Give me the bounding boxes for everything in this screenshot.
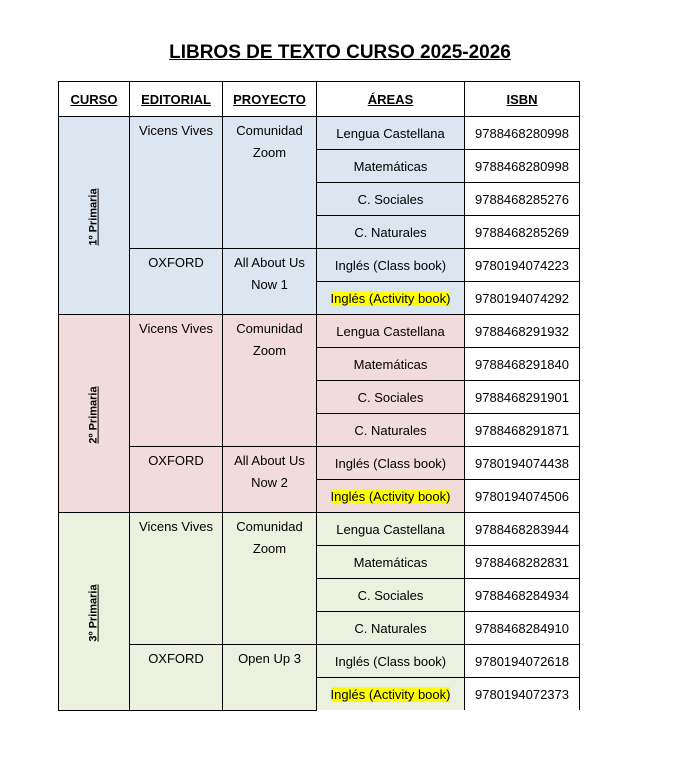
project-cell [223,117,317,249]
area-cell: Matemáticas [317,150,465,183]
isbn-cell: 9780194074438 [465,447,580,480]
project-line-1: Comunidad [236,123,303,138]
project-cell [223,315,317,447]
project-line-1: Comunidad [236,321,303,336]
isbn-cell: 9788468283944 [465,513,580,546]
isbn-cell: 9780194072373 [465,678,580,711]
project-cell [223,513,317,645]
table-row [59,447,580,480]
editorial-cell: Vicens Vives [130,117,223,249]
course-cell [59,315,130,513]
area-cell: Lengua Castellana [317,513,465,546]
isbn-cell: 9788468280998 [465,117,580,150]
isbn-cell: 9780194074223 [465,249,580,282]
table-row [59,513,580,546]
project-cell [223,447,317,513]
editorial-cell: OXFORD [130,447,223,513]
isbn-cell: 9788468284934 [465,579,580,612]
project-cell: Open Up 3 [223,645,317,711]
header-curso: CURSO [59,82,130,117]
course-cell [59,117,130,315]
area-cell: C. Sociales [317,579,465,612]
area-cell: Inglés (Class book) [317,249,465,282]
area-cell: Lengua Castellana [317,315,465,348]
isbn-cell: 9780194072618 [465,645,580,678]
course-label: 2º Primaria [88,386,100,444]
isbn-cell: 9788468291932 [465,315,580,348]
header-editorial: EDITORIAL [130,82,223,117]
table-row [59,645,580,678]
editorial-cell: OXFORD [130,249,223,315]
header-areas: ÁREAS [317,82,465,117]
area-cell: Matemáticas [317,546,465,579]
project-cell [223,249,317,315]
area-cell: Matemáticas [317,348,465,381]
highlighted-area: Inglés (Activity book) [330,290,451,306]
highlighted-area: Inglés (Activity book) [330,488,451,504]
project-line-2: Zoom [252,541,287,556]
project-line-2: Now 2 [251,475,288,490]
area-cell: C. Sociales [317,381,465,414]
course-label: 3º Primaria [88,584,100,642]
header-row [59,82,580,117]
isbn-cell: 9788468291840 [465,348,580,381]
table-row [59,315,580,348]
isbn-cell: 9780194074292 [465,282,580,315]
project-line-1: Comunidad [236,519,303,534]
isbn-cell: 9788468291901 [465,381,580,414]
highlighted-area: Inglés (Activity book) [330,686,451,702]
isbn-cell: 9788468284910 [465,612,580,645]
area-cell: Inglés (Class book) [317,645,465,678]
editorial-cell: Vicens Vives [130,315,223,447]
area-cell [317,282,465,315]
editorial-cell: OXFORD [130,645,223,711]
project-line-1: All About Us [234,453,305,468]
isbn-cell: 9788468282831 [465,546,580,579]
project-line-2: Zoom [252,145,287,160]
table-row [59,117,580,150]
project-line-2: Now 1 [251,277,288,292]
course-label: 1º Primaria [88,188,100,246]
project-line-2: Zoom [252,343,287,358]
area-cell: Inglés (Class book) [317,447,465,480]
isbn-cell: 9788468280998 [465,150,580,183]
editorial-cell: Vicens Vives [130,513,223,645]
area-cell: Lengua Castellana [317,117,465,150]
area-cell [317,480,465,513]
area-cell: C. Naturales [317,414,465,447]
isbn-cell: 9788468285269 [465,216,580,249]
header-isbn: ISBN [465,82,580,117]
table-row [59,249,580,282]
area-cell: C. Sociales [317,183,465,216]
textbooks-table [58,81,580,711]
area-cell: C. Naturales [317,612,465,645]
course-cell [59,513,130,711]
header-proyecto: PROYECTO [223,82,317,117]
isbn-cell: 9780194074506 [465,480,580,513]
document-title: LIBROS DE TEXTO CURSO 2025-2026 [169,42,511,63]
isbn-cell: 9788468285276 [465,183,580,216]
project-line-1: All About Us [234,255,305,270]
isbn-cell: 9788468291871 [465,414,580,447]
area-cell [317,678,465,711]
area-cell: C. Naturales [317,216,465,249]
